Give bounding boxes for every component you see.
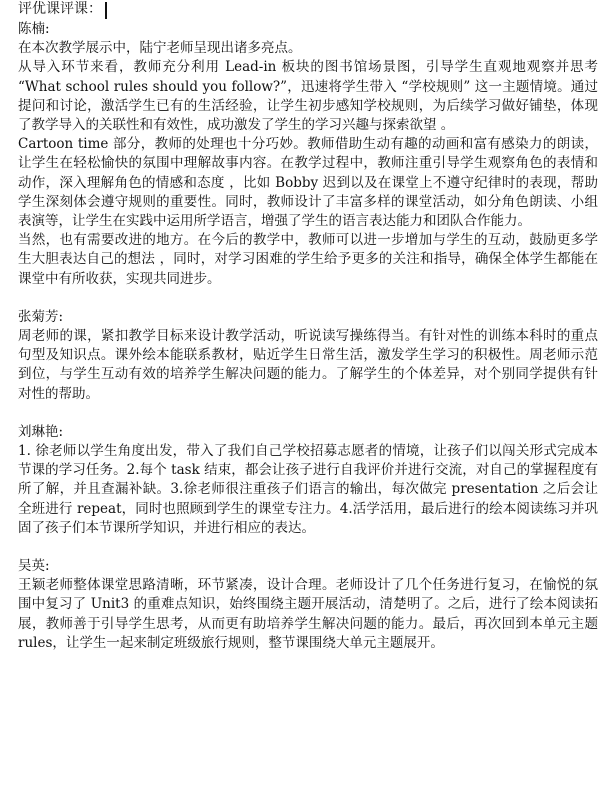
- review-paragraph: 从导入环节来看，教师充分利用 Lead-in 板块的图书馆场景图，引导学生直观地观察并思考 “What school rules should you follow?”，迅速将学生带入 “学校规则” 这一主题情境。通过提问和讨论，激活学生已有的生活经验，让学生初步感知学校规则，为后续学习做好铺垫，体现了教学导入的关联性和有效性，成功激发了学生的学习兴趣与探索欲望 。: [18, 59, 598, 134]
- reviewer-name: 吴英:: [18, 558, 50, 575]
- review-wu-ying: [18, 557, 598, 653]
- blank-line: [18, 404, 598, 423]
- review-paragraph: 当然，也有需要改进的地方。在今后的教学中，教师可以进一步增加与学生的互动，鼓励更多学生大胆表达自己的想法 ，同时，对学习困难的学生给予更多的关注和指导，确保全体学生都能在课堂中有所收获，实现共同进步。: [18, 232, 598, 287]
- document-body: [18, 0, 598, 653]
- review-paragraph: 王颖老师整体课堂思路清晰，环节紧凑，设计合理。老师设计了几个任务进行复习，在愉悦的氛围中复习了 Unit3 的重难点知识，始终围绕主题开展活动，清楚明了。之后，进行了绘本阅读拓展，教师善于引导学生思考，从而更有助培养学生解决问题的能力。最后，再次回到本单元主题 rules，让学生一起来制定班级旅行规则，整节课围绕大单元主题展开。: [18, 577, 598, 651]
- heading-line: [18, 0, 598, 20]
- blank-line: [18, 289, 598, 308]
- blank-line: [18, 538, 598, 557]
- review-paragraph: 1. 徐老师以学生角度出发，带入了我们自己学校招募志愿者的情境，让孩子们以闯关形式完成本节课的学习任务。2.每个 task 结束，都会让孩子进行自我评价并进行交流，对自己的掌握程度有所了解，并且查漏补缺。3.徐老师很注重孩子们语言的输出，每次做完 presentation 之后会让全班进行 repeat，同时也照顾到学生的课堂专注力。4.活学活用，最后进行的绘本阅读练习并巩固了孩子们本节课所学知识，并进行相应的表达。: [18, 443, 598, 536]
- review-paragraph: 在本次教学展示中，陆宁老师呈现出诸多亮点。: [18, 40, 302, 57]
- reviewer-name: 陈楠:: [18, 21, 50, 37]
- review-chen-nan: [18, 20, 598, 289]
- reviewer-name: 刘琳艳:: [18, 423, 64, 440]
- review-paragraph: Cartoon time 部分，教师的处理也十分巧妙。教师借助生动有趣的动画和富有感染力的朗读，让学生在轻松愉快的氛围中理解故事内容。在教学过程中，教师注重引导学生观察角色的表情和动作，深入理解角色的情感和态度 ，比如 Bobby 迟到以及在课堂上不遵守纪律时的表现，帮助学生深刻体会遵守规则的重要性。同时，教师设计了丰富多样的课堂活动，如分角色朗读、小组表演等，让学生在实践中运用所学语言，增强了学生的语言表达能力和团队合作能力。: [18, 136, 598, 230]
- page-title: 评优课评课：: [18, 1, 102, 18]
- review-liu-linyan: [18, 423, 598, 538]
- text-cursor[interactable]: [105, 2, 107, 19]
- review-zhang-jufang: [18, 308, 598, 404]
- review-paragraph: 周老师的课，紧扣教学目标来设计教学活动，听说读写操练得当。有针对性的训练本科时的重点句型及知识点。课外绘本能联系教材，贴近学生日常生活，激发学生学习的积极性。周老师示范到位，与学生互动有效的培养学生解决问题的能力。了解学生的个体差异，对个别同学提供有针对性的帮助。: [18, 328, 598, 402]
- reviewer-name: 张菊芳:: [18, 308, 64, 325]
